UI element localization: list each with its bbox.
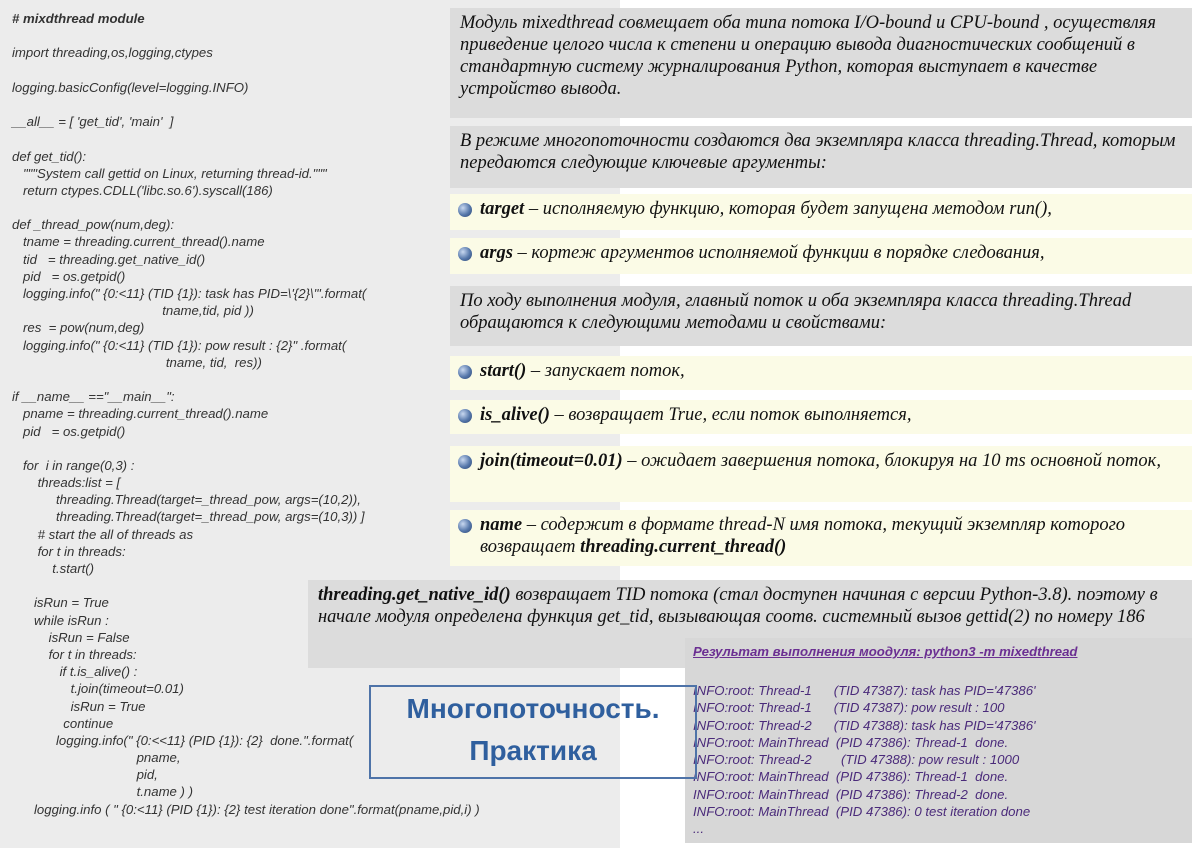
code-line (12, 371, 452, 388)
method-item-is-alive (450, 400, 1192, 434)
code-line: isRun = True (12, 595, 109, 611)
code-line: def get_tid(): (12, 148, 87, 164)
methods-text: По ходу выполнения модуля, главный поток и оба экземпляра класса threading.Thread обращаются к следующими методами и свойствами: (460, 291, 1132, 333)
code-line: t.start() (12, 561, 95, 576)
code-line: def _thread_pow(num,deg): (12, 217, 175, 233)
method-item-join (450, 446, 1192, 502)
code-line: for t in threads: (12, 646, 137, 662)
result-line: INFO:root: MainThread (PID 47386): 0 test iteration done (693, 804, 1031, 820)
code-line: __all__ = [ 'get_tid', 'main' ] (12, 114, 174, 130)
method-desc: – запускает поток, (526, 361, 685, 381)
result-line: INFO:root: Thread-1 (TID 47387): task has PID='47386' (693, 683, 1036, 698)
code-line (12, 130, 452, 147)
threads-description (450, 126, 1192, 188)
threads-text: В режиме многопоточности создаются два экземпляра класса threading.Thread, которым передаются следующие ключевые аргументы: (460, 131, 1176, 173)
bullet-icon (458, 409, 472, 423)
code-line: logging.info ( " {0:<11} (PID {1}): {2} test iteration done".format(pname,pid,i) ) (12, 801, 480, 817)
code-line: # start the all of threads as (12, 526, 194, 542)
method-desc: – ожидает завершения потока, блокируя на 10 ms основной поток, (622, 451, 1161, 471)
code-line (12, 440, 452, 457)
slide-title-box (369, 685, 697, 779)
arg-desc: – исполняемую функцию, которая будет запущена методом run(), (524, 199, 1052, 219)
code-line: pname, (12, 750, 181, 766)
code-line: logging.basicConfig(level=logging.INFO) (12, 79, 249, 95)
code-line: t.join(timeout=0.01) (12, 681, 184, 697)
code-line: tid = threading.get_native_id() (12, 251, 206, 267)
code-line (12, 62, 452, 79)
code-line: pid = os.getpid() (12, 268, 126, 284)
method-tail: threading.current_thread() (580, 537, 787, 557)
slide-title-line2: Практика (469, 735, 597, 766)
result-panel (685, 638, 1192, 843)
arg-item-target (450, 194, 1192, 230)
slide-title-line1: Многопоточность. (406, 693, 660, 724)
method-desc: – возвращает True, если поток выполняется, (549, 405, 912, 425)
code-line: return ctypes.CDLL('libc.so.6').syscall(186) (12, 182, 273, 198)
code-line: if __name__ =="__main__": (12, 389, 175, 405)
code-line: logging.info(" {0:<11} (TID {1}): pow result : {2}" .format( (12, 337, 347, 353)
method-item-start (450, 356, 1192, 390)
code-line: logging.info(" {0:<11} (TID {1}): task has PID=\'{2}\'".format( (12, 286, 367, 301)
intro-description (450, 8, 1192, 118)
methods-description (450, 286, 1192, 346)
code-line: logging.info(" {0:<<11} (PID {1}): {2} done.".format( (12, 732, 354, 748)
code-line: """System call gettid on Linux, returning thread-id.""" (12, 165, 327, 181)
code-line: threads:list = [ (12, 475, 121, 491)
method-desc: – содержит в формате thread-N имя потока, текущий экземпляр которого возвращает (480, 515, 1126, 557)
result-lines (693, 682, 1188, 838)
arg-item-args (450, 238, 1192, 274)
code-line: for i in range(0,3) : (12, 457, 135, 473)
method-name: start() (480, 361, 527, 381)
code-line: res = pow(num,deg) (12, 320, 145, 336)
arg-name: args (480, 243, 513, 263)
result-line: INFO:root: Thread-2 (TID 47388): pow result : 1000 (693, 752, 1020, 768)
code-line: tname, tid, res)) (12, 354, 262, 370)
code-line: isRun = True (12, 698, 146, 714)
code-line: # mixdthread module (12, 11, 145, 26)
result-line: INFO:root: MainThread (PID 47386): Thread-1 done. (693, 769, 1009, 785)
intro-text: Модуль mixedthread совмещает оба типа потока I/O-bound и CPU-bound , осуществляя приведение целого числа к степени и операцию вывода диагностических сообщений в стандартную систему журналирования Python, которая выступает в качестве устройство вывода. (460, 13, 1156, 99)
code-line (12, 199, 452, 216)
method-name: name (480, 515, 523, 535)
bullet-icon (458, 203, 472, 217)
code-line: tname,tid, pid )) (12, 303, 254, 319)
code-line: isRun = False (12, 629, 130, 645)
code-line: for t in threads: (12, 543, 126, 559)
arg-name: target (480, 199, 525, 219)
method-name: join(timeout=0.01) (480, 451, 623, 471)
code-line: if t.is_alive() : (12, 664, 138, 680)
result-line: INFO:root: Thread-1 (TID 47387): pow result : 100 (693, 700, 1005, 716)
native-id-desc: возвращает TID потока (стал доступен начиная с версии Python-3.8). поэтому в начале модуля определена функция get_tid, вызывающая соотв. системный вызов gettid(2) по номеру 186 (318, 585, 1158, 627)
code-line (12, 27, 452, 44)
arg-desc: – кортеж аргументов исполняемой функции в порядке следования, (512, 243, 1045, 263)
result-line: INFO:root: MainThread (PID 47386): Thread-2 done. (693, 786, 1009, 802)
code-line: threading.Thread(target=_thread_pow, args=(10,2)), (12, 492, 361, 508)
bullet-icon (458, 455, 472, 469)
result-title: Результат выполнения моодуля: python3 -m mixedthread (693, 644, 1078, 659)
code-line: while isRun : (12, 612, 109, 628)
code-line: import threading,os,logging,ctypes (12, 45, 213, 61)
code-line: pname = threading.current_thread().name (12, 406, 269, 422)
code-line: pid = os.getpid() (12, 423, 126, 439)
result-line: ... (693, 821, 704, 837)
native-id-name: threading.get_native_id() (318, 585, 511, 605)
result-line: INFO:root: Thread-2 (TID 47388): task has PID='47386' (693, 717, 1036, 733)
code-line (12, 96, 452, 113)
code-line: t.name ) ) (12, 784, 193, 800)
code-line: continue (12, 715, 114, 731)
bullet-icon (458, 365, 472, 379)
bullet-icon (458, 247, 472, 261)
code-line: pid, (12, 767, 158, 783)
method-item-name (450, 510, 1192, 566)
code-line: threading.Thread(target=_thread_pow, args=(10,3)) ] (12, 509, 365, 525)
result-line: INFO:root: MainThread (PID 47386): Thread-1 done. (693, 734, 1009, 750)
bullet-icon (458, 519, 472, 533)
method-name: is_alive() (480, 405, 550, 425)
code-line: tname = threading.current_thread().name (12, 234, 265, 250)
